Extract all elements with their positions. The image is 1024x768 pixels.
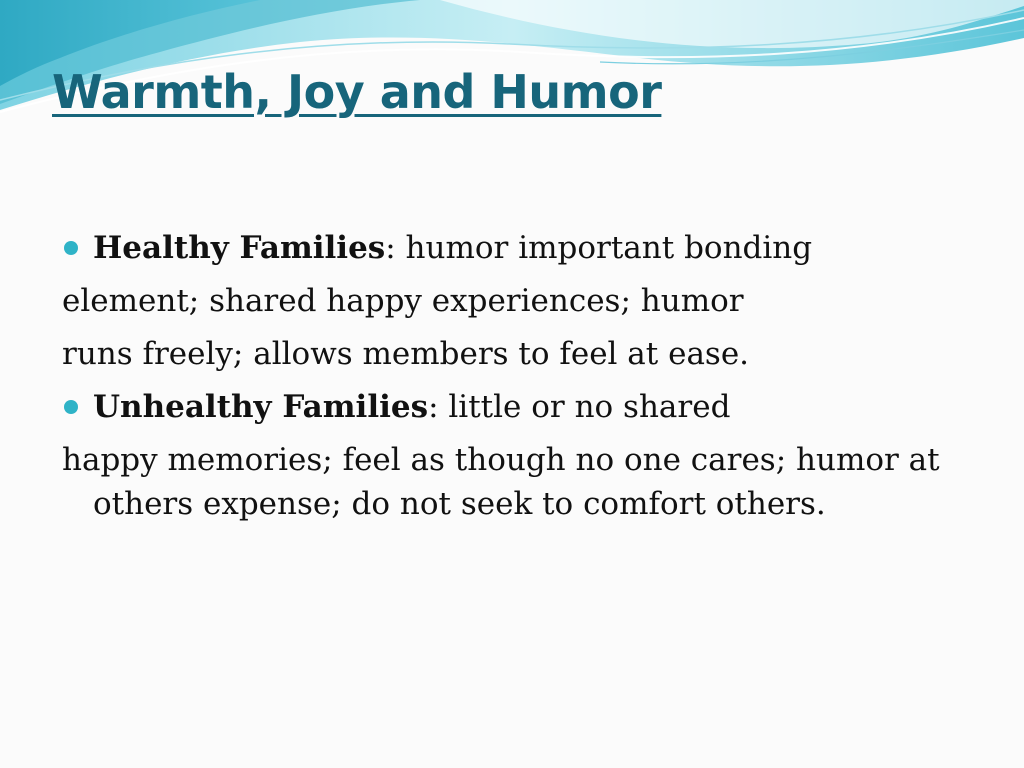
bullet-icon bbox=[64, 400, 78, 414]
slide-body bbox=[62, 222, 982, 526]
bullet-continuation: runs freely; allows members to feel at ease. bbox=[62, 336, 750, 372]
bullet-heading: Unhealthy Families bbox=[93, 389, 429, 425]
bullet-item-healthy bbox=[62, 222, 982, 275]
bullet-item-unhealthy bbox=[62, 381, 982, 434]
bullet-icon bbox=[64, 241, 78, 255]
bullet-heading: Healthy Families bbox=[93, 230, 386, 266]
bullet-text: : humor important bonding bbox=[385, 230, 813, 266]
bullet-text: : little or no shared bbox=[428, 389, 731, 425]
bullet-continuation: element; shared happy experiences; humor bbox=[62, 283, 744, 319]
bullet-continuation: happy memories; feel as though no one cares; humor at others expense; do not seek to comfort others. bbox=[62, 442, 940, 522]
slide-title: Warmth, Joy and Humor bbox=[52, 65, 662, 119]
